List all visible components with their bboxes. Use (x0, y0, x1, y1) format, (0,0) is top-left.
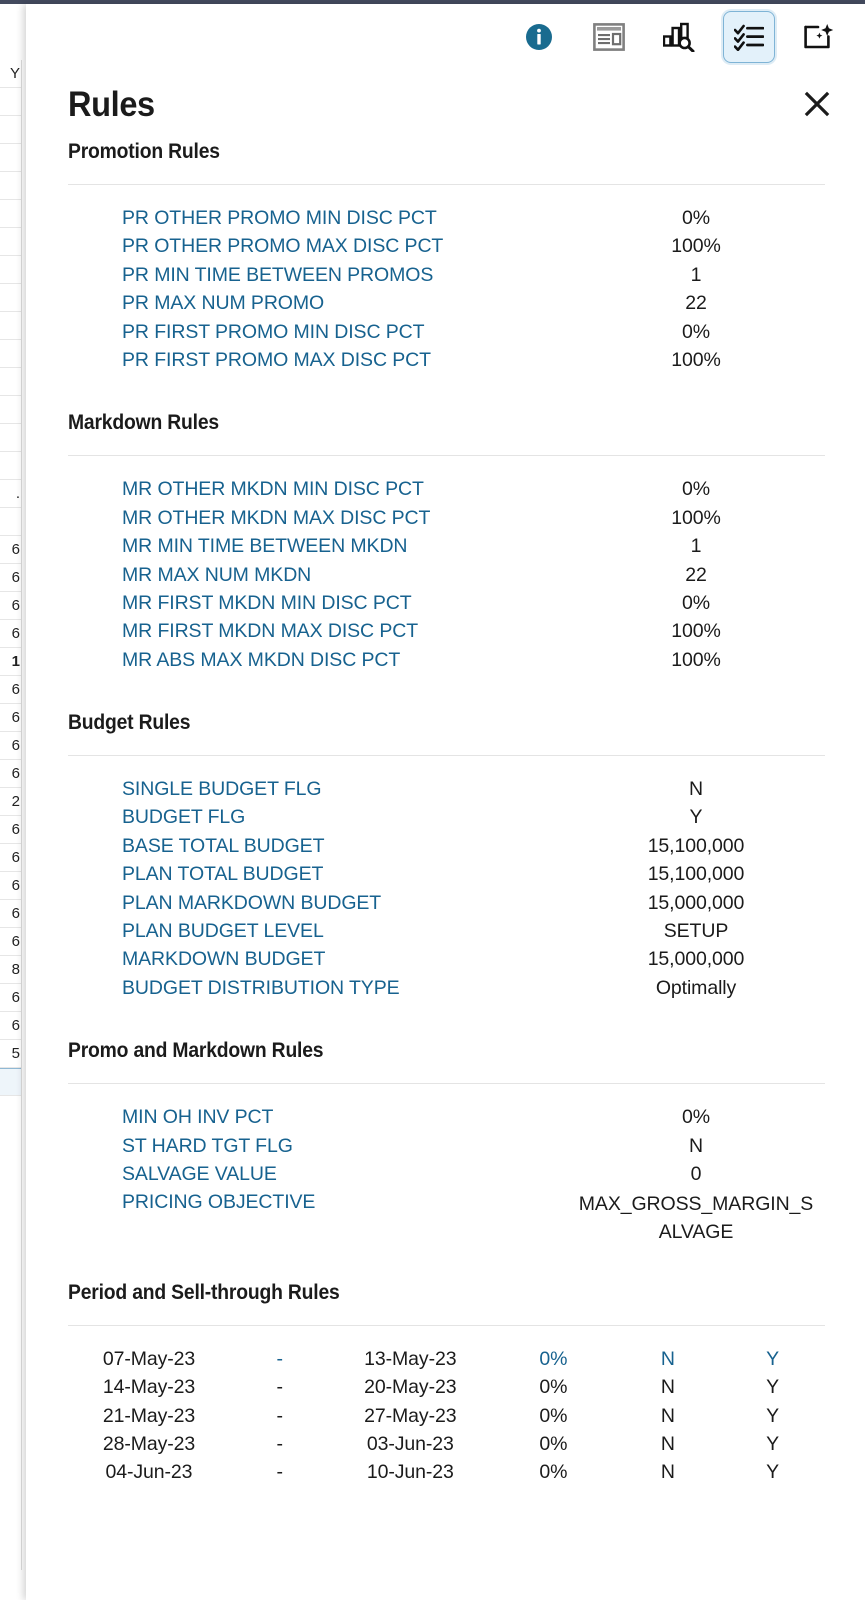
table-row (68, 478, 825, 506)
period-flag-2: Y (766, 1376, 780, 1399)
table-row (68, 349, 825, 377)
rule-value: 0% (682, 478, 710, 501)
rule-key[interactable]: ST HARD TGT FLG (122, 1134, 293, 1157)
table-row (68, 1106, 825, 1134)
background-rail-cell: 1 (0, 648, 21, 676)
background-rail-cell: 6 (0, 592, 21, 620)
period-discount-pct: 0% (539, 1461, 568, 1484)
period-dash: - (276, 1461, 283, 1484)
rule-value: 0% (682, 320, 710, 343)
period-dash[interactable]: - (276, 1347, 283, 1370)
table-row (68, 321, 825, 349)
period-discount-pct: 0% (539, 1432, 568, 1455)
section-title: Promo and Markdown Rules (68, 1039, 324, 1063)
checklist-icon (734, 23, 764, 51)
rule-key[interactable]: MR MAX NUM MKDN (122, 563, 312, 586)
section-title: Budget Rules (68, 711, 191, 735)
background-rail-cell (0, 508, 21, 536)
rule-value: Optimally (655, 976, 737, 999)
rule-value: N (689, 1134, 703, 1157)
section-divider (68, 1325, 825, 1326)
rule-value: 100% (671, 235, 721, 258)
rules-table (68, 207, 825, 377)
background-rail-cell: 2 (0, 788, 21, 816)
rule-key[interactable]: MR OTHER MKDN MAX DISC PCT (122, 506, 431, 529)
background-rail-cell: 6 (0, 816, 21, 844)
close-icon (804, 91, 830, 120)
table-row (68, 235, 825, 263)
rule-key[interactable]: PR FIRST PROMO MIN DISC PCT (122, 320, 425, 343)
background-rail-cell (0, 256, 21, 284)
table-row (68, 1405, 825, 1433)
rule-key[interactable]: BUDGET FLG (122, 806, 246, 829)
background-rail-cell: 6 (0, 760, 21, 788)
rule-key[interactable]: PR OTHER PROMO MIN DISC PCT (122, 207, 437, 229)
period-flag-1: N (660, 1376, 675, 1399)
rule-key[interactable]: PLAN BUDGET LEVEL (122, 920, 324, 943)
rule-key[interactable]: PR MIN TIME BETWEEN PROMOS (122, 263, 434, 286)
background-rail-cell: 6 (0, 900, 21, 928)
rule-value: 15,000,000 (647, 948, 745, 971)
rule-key[interactable]: SINGLE BUDGET FLG (122, 778, 322, 801)
background-rail-cell: 8 (0, 956, 21, 984)
period-flag-1: N (660, 1404, 675, 1427)
background-rail-cell: 6 (0, 844, 21, 872)
period-end-date: 10-Jun-23 (366, 1461, 454, 1484)
section-divider (68, 1083, 825, 1084)
table-row (68, 264, 825, 292)
section-title: Period and Sell-through Rules (68, 1280, 340, 1304)
rule-key[interactable]: MR MIN TIME BETWEEN MKDN (122, 535, 408, 558)
rule-value: 15,000,000 (647, 891, 745, 914)
table-row (68, 592, 825, 620)
rules-table (68, 778, 825, 1005)
period-flag-1[interactable]: N (660, 1347, 675, 1370)
chart-search-icon (663, 22, 695, 52)
checklist-icon-button[interactable] (723, 11, 775, 63)
background-rail-cell (0, 88, 21, 116)
rule-value: SETUP (663, 920, 729, 943)
table-row (68, 920, 825, 948)
rule-key[interactable]: PLAN MARKDOWN BUDGET (122, 891, 382, 914)
table-row (68, 649, 825, 677)
rule-key[interactable]: PR MAX NUM PROMO (122, 292, 325, 315)
table-row (68, 620, 825, 648)
rule-key[interactable]: MR ABS MAX MKDN DISC PCT (122, 648, 401, 671)
rule-value: 22 (685, 563, 707, 586)
period-flag-1: N (660, 1461, 675, 1484)
background-rail-cell (0, 424, 21, 452)
period-discount-pct: 0% (539, 1404, 568, 1427)
period-start-date[interactable]: 07-May-23 (102, 1347, 196, 1370)
rule-value: 22 (685, 292, 707, 315)
rule-value: 1 (690, 263, 702, 286)
table-row (68, 1163, 825, 1191)
period-dash: - (276, 1432, 283, 1455)
period-start-date: 04-Jun-23 (105, 1461, 193, 1484)
period-dash: - (276, 1376, 283, 1399)
period-end-date: 20-May-23 (364, 1376, 457, 1399)
background-rail-cell: 5 (0, 1040, 21, 1068)
rule-key[interactable]: SALVAGE VALUE (122, 1162, 277, 1185)
rule-key[interactable]: BUDGET DISTRIBUTION TYPE (122, 976, 400, 999)
rule-value: 100% (671, 648, 721, 671)
chart-search-icon-button[interactable] (653, 11, 705, 63)
page-title: Rules (68, 85, 155, 124)
rule-value: 100% (671, 506, 721, 529)
rules-panel (26, 4, 865, 1600)
period-discount-pct[interactable]: 0% (539, 1347, 568, 1370)
table-row (68, 806, 825, 834)
section-title: Markdown Rules (68, 411, 219, 435)
rules-section (68, 1281, 849, 1490)
table-row (68, 1376, 825, 1404)
period-flag-2: Y (766, 1404, 780, 1427)
table-row (68, 835, 825, 863)
rule-value: 0% (682, 1106, 710, 1129)
rule-value: 0% (682, 591, 710, 614)
table-row (68, 1135, 825, 1163)
background-rail-cell (0, 284, 21, 312)
rule-key[interactable]: PR OTHER PROMO MAX DISC PCT (122, 235, 444, 258)
background-rail-cell: 6 (0, 984, 21, 1012)
table-row (68, 892, 825, 920)
period-start-date: 14-May-23 (102, 1376, 196, 1399)
rule-key[interactable]: MR FIRST MKDN MAX DISC PCT (122, 620, 419, 643)
rules-content (26, 140, 865, 1600)
background-rail-cell (0, 340, 21, 368)
rule-value: 100% (671, 348, 721, 371)
table-row (68, 1191, 825, 1246)
period-dash: - (276, 1404, 283, 1427)
background-rail-cell: 6 (0, 676, 21, 704)
period-start-date: 28-May-23 (102, 1432, 196, 1455)
period-end-date: 03-Jun-23 (366, 1432, 454, 1455)
rule-key[interactable]: PLAN TOTAL BUDGET (122, 863, 324, 886)
panel-header (26, 70, 865, 140)
rule-value: 15,100,000 (647, 834, 745, 857)
rules-table (68, 478, 825, 677)
table-row (68, 948, 825, 976)
rule-key[interactable]: MIN OH INV PCT (122, 1106, 274, 1129)
background-rail-cell: 6 (0, 1012, 21, 1040)
rule-value: 0 (690, 1162, 702, 1185)
background-rail-cell (0, 368, 21, 396)
background-rail-cell: 6 (0, 620, 21, 648)
period-table (68, 1348, 825, 1490)
period-flag-2: Y (766, 1461, 780, 1484)
rule-key[interactable]: MR FIRST MKDN MIN DISC PCT (122, 591, 412, 614)
image-sparkle-icon-button[interactable] (793, 11, 845, 63)
rule-key[interactable]: PR FIRST PROMO MAX DISC PCT (122, 348, 431, 371)
period-end-date: 27-May-23 (364, 1404, 457, 1427)
background-data-rail (0, 60, 22, 1570)
table-row (68, 507, 825, 535)
rule-value: 0% (682, 207, 710, 229)
background-rail-cell (0, 312, 21, 340)
background-rail-cell (0, 228, 21, 256)
rules-section (68, 711, 849, 1005)
background-rail-cell (0, 200, 21, 228)
background-rail-cell (0, 172, 21, 200)
rule-key[interactable]: BASE TOTAL BUDGET (122, 834, 325, 857)
background-rail-cell: 6 (0, 928, 21, 956)
background-rail-cell (0, 452, 21, 480)
table-row (68, 863, 825, 891)
background-rail-cell: 6 (0, 872, 21, 900)
table-row (68, 292, 825, 320)
section-divider (68, 184, 825, 185)
rules-section (68, 1039, 849, 1247)
rule-value: MAX_GROSS_MARGIN_SALVAGE (578, 1193, 814, 1244)
info-icon-button[interactable] (513, 11, 565, 63)
section-title: Promotion Rules (68, 140, 220, 163)
rules-section (68, 411, 849, 677)
rule-key[interactable]: PRICING OBJECTIVE (122, 1191, 316, 1214)
background-rail-cell (0, 396, 21, 424)
rules-section (68, 140, 849, 377)
table-row (68, 977, 825, 1005)
background-rail-cell: 6 (0, 704, 21, 732)
table-row (68, 1433, 825, 1461)
info-icon (523, 21, 555, 53)
period-discount-pct: 0% (539, 1376, 568, 1399)
period-flag-1: N (660, 1432, 675, 1455)
background-rail-cell: . (0, 480, 21, 508)
period-end-date[interactable]: 13-May-23 (364, 1347, 457, 1370)
table-row (68, 778, 825, 806)
image-sparkle-icon (803, 23, 835, 51)
background-rail-cell: 6 (0, 732, 21, 760)
rule-value: 100% (671, 620, 721, 643)
background-rail-cell: 6 (0, 536, 21, 564)
panel-toolbar (513, 4, 865, 70)
rule-key[interactable]: MR OTHER MKDN MIN DISC PCT (122, 478, 424, 501)
rule-key[interactable]: MARKDOWN BUDGET (122, 948, 326, 971)
background-rail-cell: 6 (0, 564, 21, 592)
rule-value: 15,100,000 (647, 863, 745, 886)
period-flag-2[interactable]: Y (766, 1347, 780, 1370)
table-row (68, 564, 825, 592)
report-icon (593, 23, 625, 51)
section-divider (68, 455, 825, 456)
period-flag-2: Y (766, 1432, 780, 1455)
background-rail-cell: Y (0, 60, 21, 88)
report-icon-button[interactable] (583, 11, 635, 63)
background-rail-cell (0, 116, 21, 144)
table-row (68, 207, 825, 235)
period-start-date: 21-May-23 (102, 1404, 196, 1427)
background-rail-cell (0, 144, 21, 172)
table-row (68, 1461, 825, 1489)
section-divider (68, 755, 825, 756)
rule-value: N (689, 778, 703, 801)
background-rail-cell (0, 1068, 21, 1096)
rule-value: Y (689, 806, 703, 829)
table-row (68, 535, 825, 563)
rule-value: 1 (690, 535, 702, 558)
rules-table (68, 1106, 825, 1247)
close-button[interactable] (797, 85, 837, 125)
table-row (68, 1348, 825, 1376)
